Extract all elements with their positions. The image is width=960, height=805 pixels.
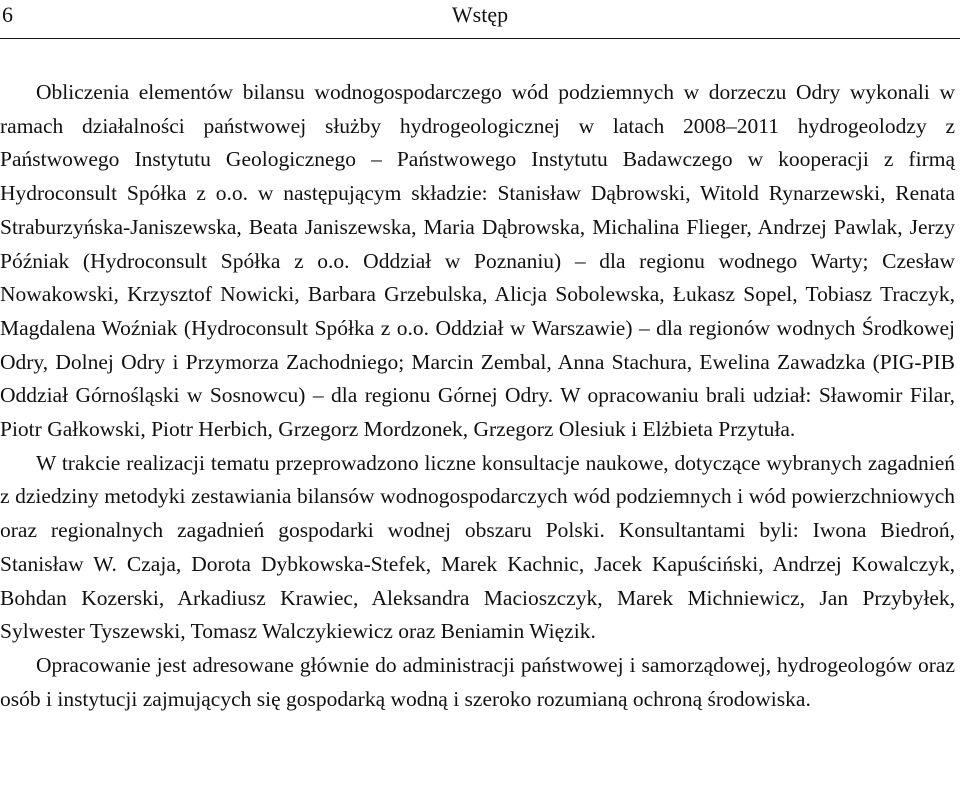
body-text: [0, 76, 955, 716]
paragraph-consultations: W trakcie realizacji tematu przeprowadzono liczne konsultacje naukowe, dotyczące wybranych zagadnień z dziedziny metodyki zestawiania bilansów wodnogospodarczych wód podziemnych i wód powierzchniowych oraz regionalnych zagadnień gospodarki wodnej obszaru Polski. Konsultantami byli: Iwona Biedroń, Stanisław W. Czaja, Dorota Dybkowska-Stefek, Marek Kachnic, Jacek Kapuściński, Andrzej Kowalczyk, Bohdan Kozerski, Arkadiusz Krawiec, Aleksandra Macioszczyk, Marek Michniewicz, Jan Przybyłek, Sylwester Tyszewski, Tomasz Walczykiewicz oraz Beniamin Więzik.: [0, 450, 955, 644]
running-head: Wstęp: [451, 2, 509, 27]
page-number: 6: [2, 2, 13, 27]
header-rule: [0, 38, 960, 39]
paragraph-authors: Obliczenia elementów bilansu wodnogospodarczego wód podziemnych w dorzeczu Odry wykonali w ramach działalności państwowej służby hydrogeologicznej w latach 2008–2011 hydrogeolodzy z Państwowego Instytutu Geologicznego – Państwowego Instytutu Badawczego w kooperacji z firmą Hydroconsult Spółka z o.o. w następującym składzie: Stanisław Dąbrowski, Witold Rynarzewski, Renata Straburzyńska-Janiszewska, Beata Janiszewska, Maria Dąbrowska, Michalina Flieger, Andrzej Pawlak, Jerzy Późniak (Hydroconsult Spółka z o.o. Oddział w Poznaniu) – dla regionu wodnego Warty; Czesław Nowakowski, Krzysztof Nowicki, Barbara Grzebulska, Alicja Sobolewska, Łukasz Sopel, Tobiasz Traczyk, Magdalena Woźniak (Hydroconsult Spółka z o.o. Oddział w Warszawie) – dla regionów wodnych Środkowej Odry, Dolnej Odry i Przymorza Zachodniego; Marcin Zembal, Anna Stachura, Ewelina Zawadzka (PIG-PIB Oddział Górnośląski w Sosnowcu) – dla regionu Górnej Odry. W opracowaniu brali udział: Sławomir Filar, Piotr Gałkowski, Piotr Herbich, Grzegorz Mordzonek, Grzegorz Olesiuk i Elżbieta Przytuła.: [0, 80, 955, 442]
paragraph-audience: Opracowanie jest adresowane głównie do administracji państwowej i samorządowej, hydrogeologów oraz osób i instytucji zajmujących się gospodarką wodną i szeroko rozumianą ochroną środowiska.: [0, 652, 955, 711]
page-header: [0, 0, 960, 40]
